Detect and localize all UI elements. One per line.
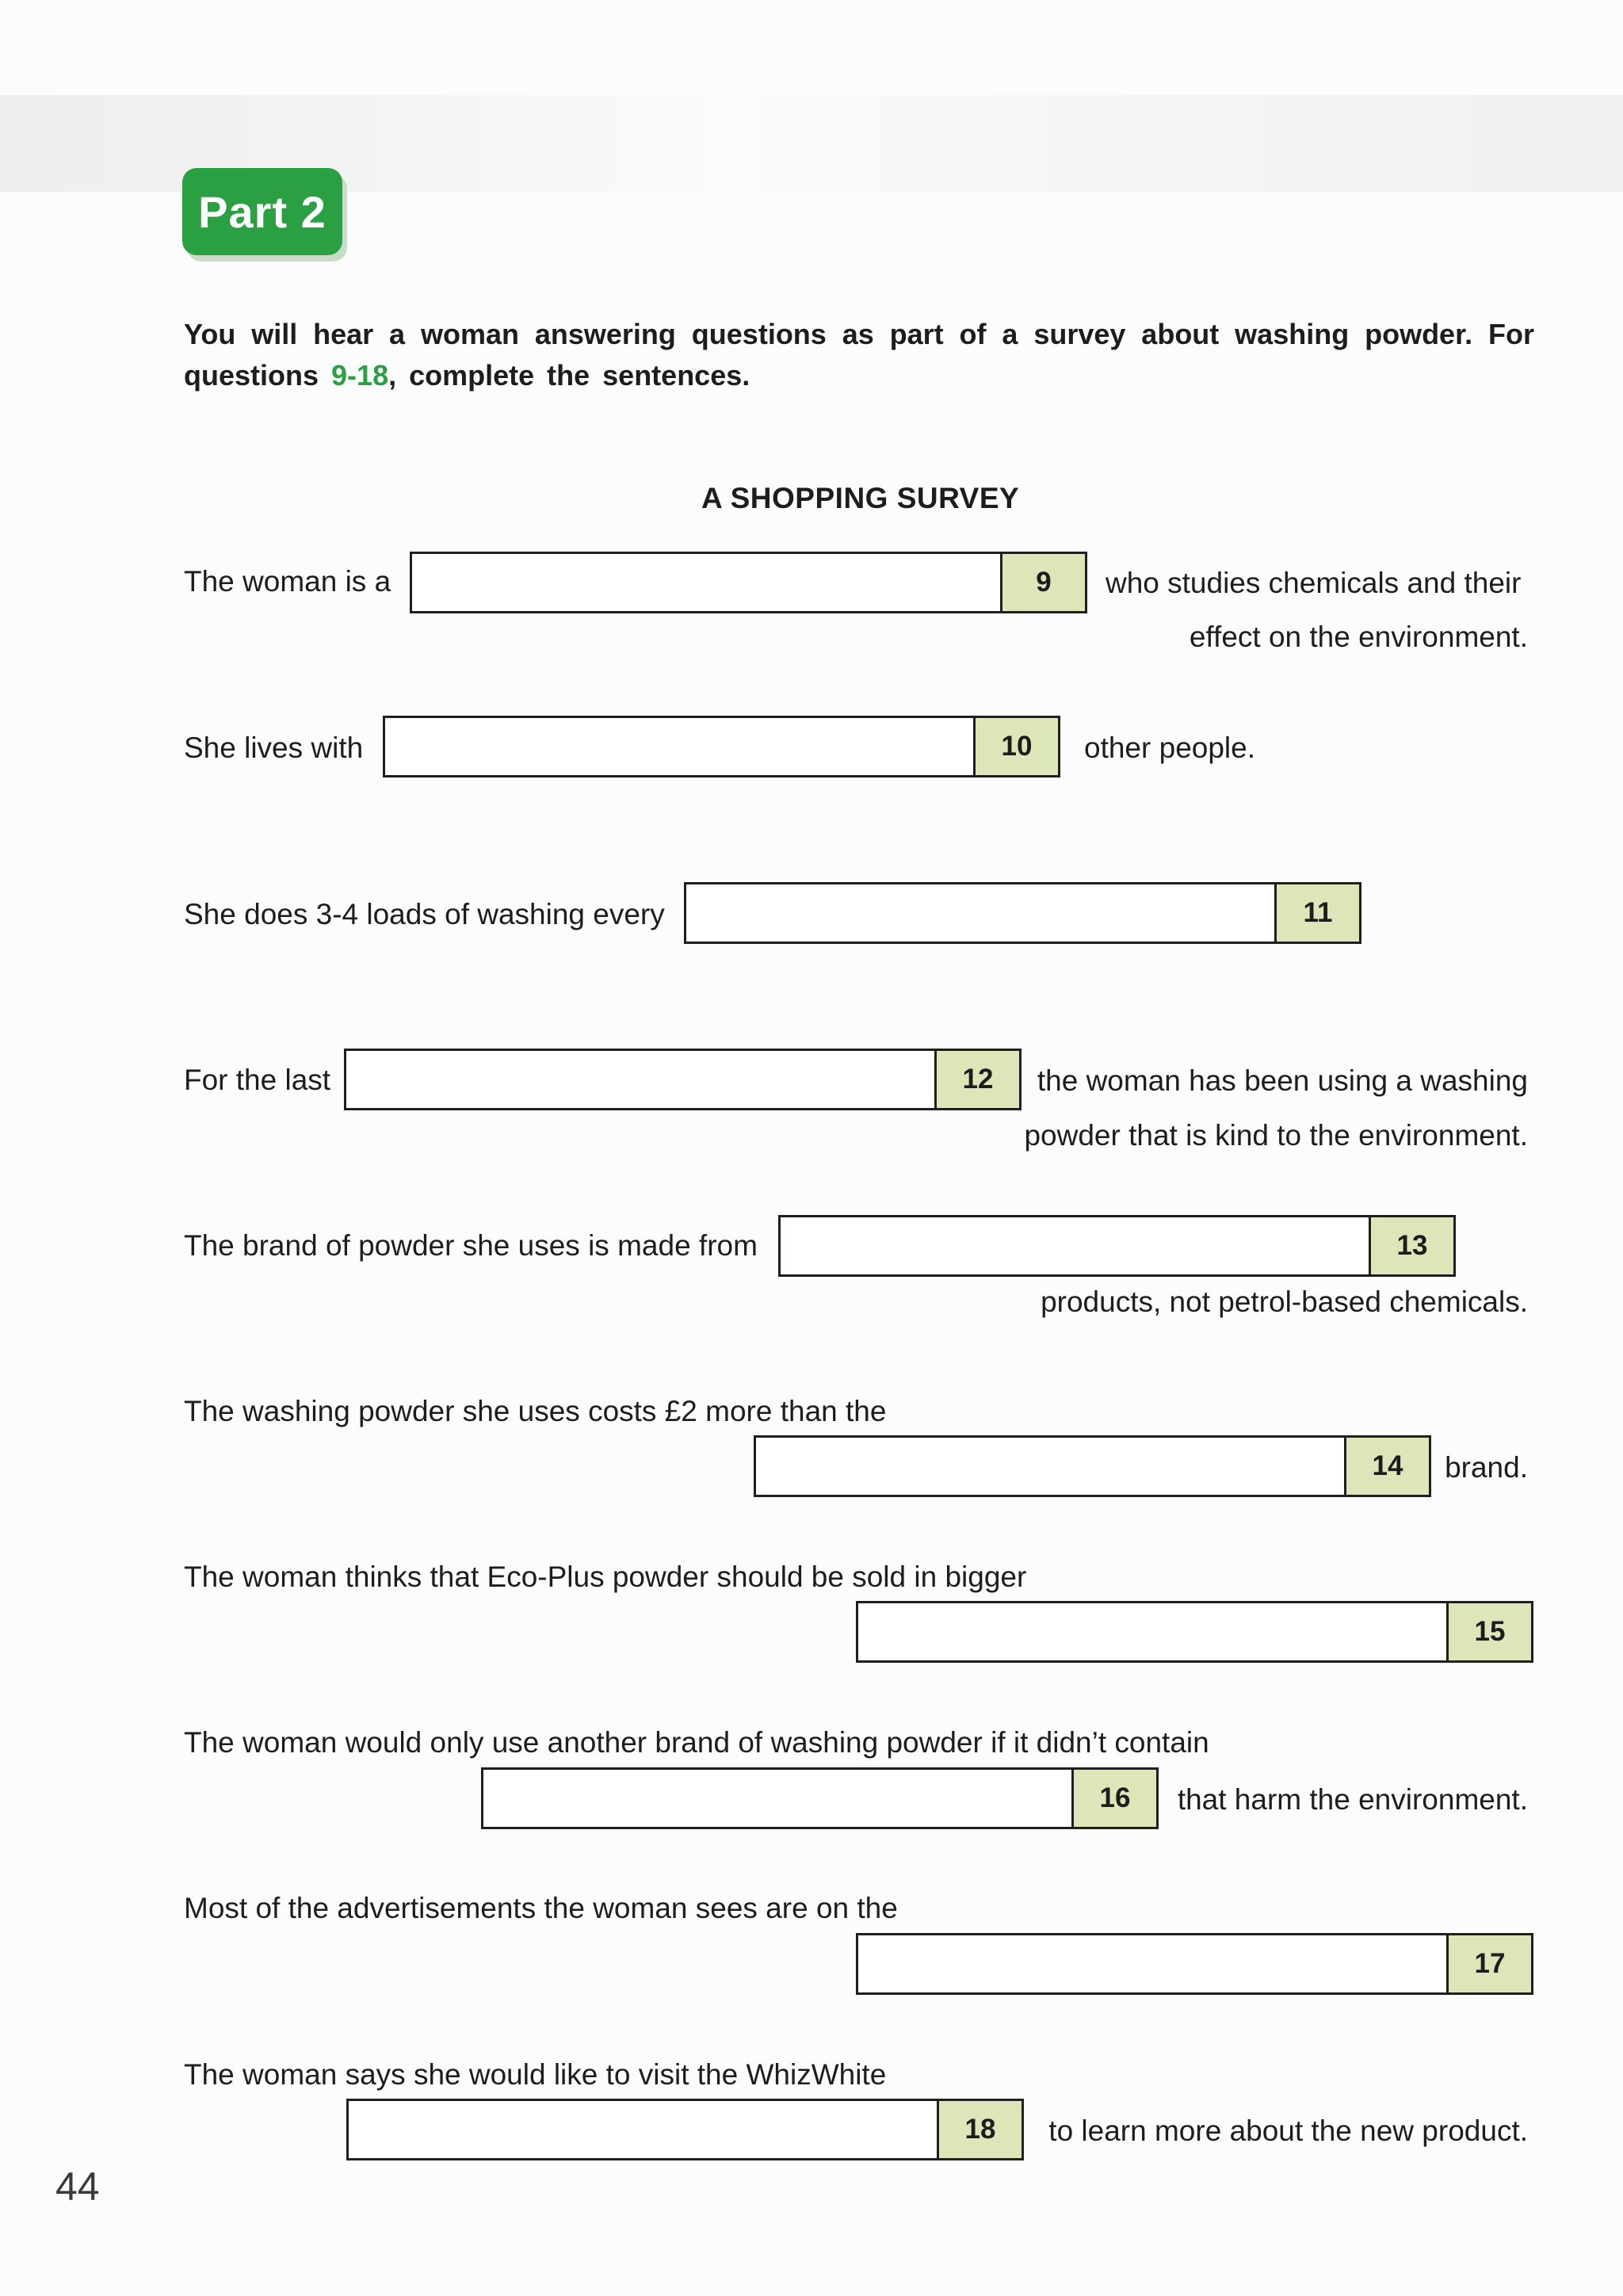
answer-box-15[interactable] bbox=[856, 1601, 1533, 1663]
question-17-text-before: Most of the advertisements the woman sees are on the bbox=[184, 1892, 898, 1924]
question-13-text-before: The brand of powder she uses is made from bbox=[184, 1229, 758, 1262]
answer-box-17[interactable] bbox=[856, 1933, 1533, 1995]
question-number-14: 14 bbox=[1344, 1438, 1429, 1495]
question-9-text-before: The woman is a bbox=[184, 565, 391, 598]
question-15-text-before: The woman thinks that Eco-Plus powder should be sold in bigger bbox=[184, 1561, 1027, 1593]
question-10-text-before: She lives with bbox=[184, 732, 364, 764]
question-16-text-before: The woman would only use another brand of washing powder if it didn’t contain bbox=[184, 1726, 1209, 1759]
question-range: 9-18 bbox=[331, 359, 389, 392]
question-9-text-after-line2: effect on the environment. bbox=[1189, 621, 1528, 653]
answer-box-11[interactable] bbox=[684, 882, 1361, 944]
question-12-text-before: For the last bbox=[184, 1064, 331, 1096]
question-12-text-after-line2: powder that is kind to the environment. bbox=[1024, 1119, 1528, 1152]
answer-box-18[interactable] bbox=[346, 2099, 1024, 2160]
answer-box-14[interactable] bbox=[754, 1435, 1431, 1497]
part-badge: Part 2 bbox=[182, 168, 342, 255]
instructions bbox=[184, 314, 1534, 396]
instructions-text-after: , complete the sentences. bbox=[388, 359, 750, 392]
question-11-text-before: She does 3-4 loads of washing every bbox=[184, 898, 665, 930]
question-number-17: 17 bbox=[1446, 1935, 1531, 1992]
question-14-text-before: The washing powder she uses costs £2 more than the bbox=[184, 1395, 887, 1427]
question-14-text-after: brand. bbox=[1445, 1451, 1528, 1484]
question-number-13: 13 bbox=[1369, 1217, 1453, 1274]
instructions-text-before: You will hear a woman answering questions as part of a survey about washing powder. For questions bbox=[184, 318, 1534, 392]
question-number-16: 16 bbox=[1071, 1770, 1156, 1827]
survey-title: A SHOPPING SURVEY bbox=[701, 482, 1020, 514]
question-number-15: 15 bbox=[1446, 1603, 1531, 1660]
question-12-text-after-line1: the woman has been using a washing bbox=[1037, 1064, 1528, 1097]
question-9-text-after-line1: who studies chemicals and their bbox=[1106, 567, 1522, 599]
question-number-9: 9 bbox=[1000, 554, 1085, 611]
question-number-11: 11 bbox=[1274, 884, 1359, 942]
answer-box-9[interactable] bbox=[410, 552, 1087, 613]
answer-box-13[interactable] bbox=[778, 1215, 1456, 1277]
answer-box-10[interactable] bbox=[383, 716, 1060, 777]
question-number-12: 12 bbox=[934, 1051, 1019, 1108]
question-16-text-after: that harm the environment. bbox=[1177, 1783, 1528, 1816]
question-18-text-before: The woman says she would like to visit the WhizWhite bbox=[184, 2058, 887, 2091]
question-10-text-after: other people. bbox=[1084, 732, 1256, 764]
answer-box-16[interactable] bbox=[481, 1767, 1159, 1829]
question-13-text-after: products, not petrol-based chemicals. bbox=[1041, 1286, 1528, 1318]
answer-box-12[interactable] bbox=[344, 1049, 1022, 1110]
page-number: 44 bbox=[55, 2164, 100, 2209]
question-number-10: 10 bbox=[973, 718, 1058, 775]
question-18-text-after: to learn more about the new product. bbox=[1048, 2115, 1528, 2147]
question-number-18: 18 bbox=[937, 2101, 1022, 2158]
